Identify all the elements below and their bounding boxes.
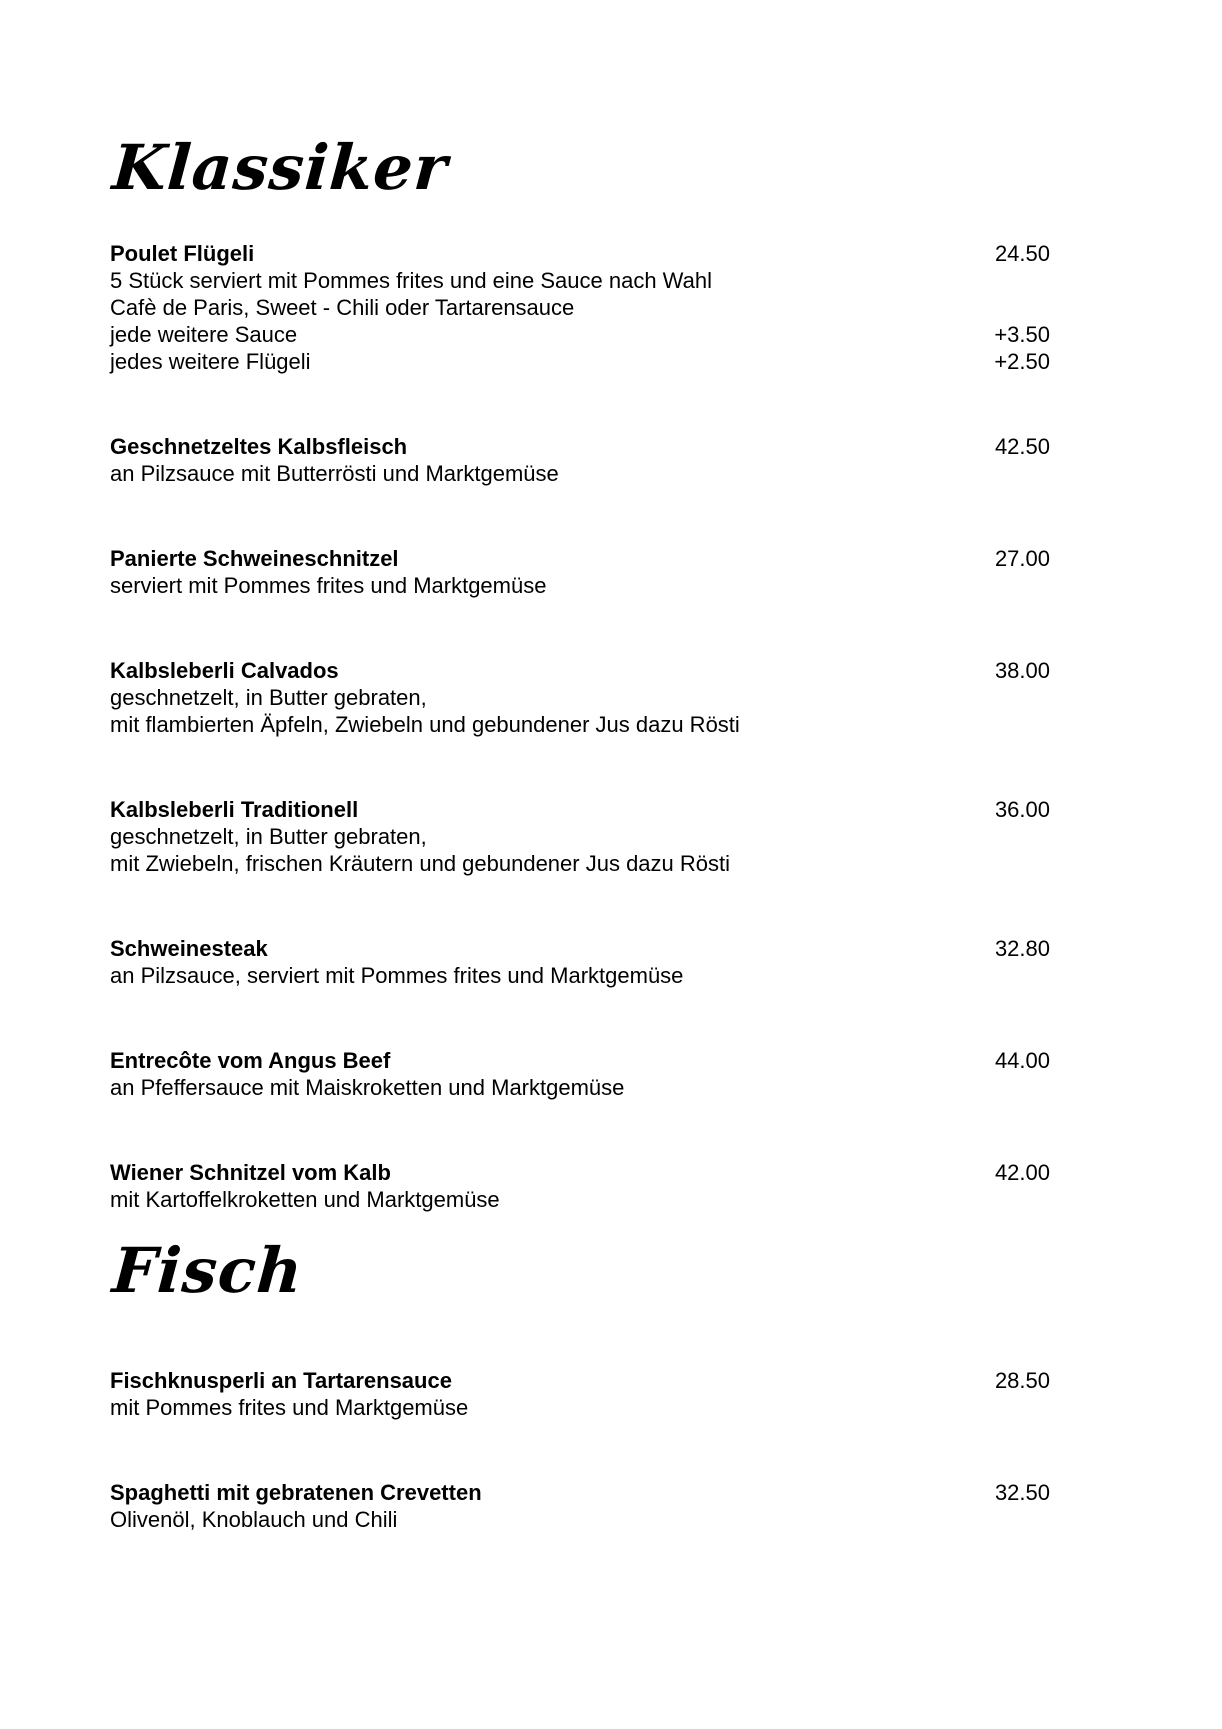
- item-header: [110, 433, 1050, 460]
- item-name: Wiener Schnitzel vom Kalb: [110, 1160, 391, 1185]
- desc-text: an Pfeffersauce mit Maiskroketten und Marktgemüse: [110, 1075, 625, 1100]
- item-desc-line: [110, 850, 1050, 877]
- item-header: [110, 796, 1050, 823]
- desc-text: an Pilzsauce mit Butterrösti und Marktgemüse: [110, 461, 559, 486]
- item-header: [110, 1159, 1050, 1186]
- item-header: [110, 545, 1050, 572]
- item-name: Fischknusperli an Tartarensauce: [110, 1368, 452, 1393]
- item-desc-line: [110, 823, 1050, 850]
- item-desc-line: [110, 294, 1050, 321]
- item-desc-line: [110, 460, 1050, 487]
- item-price: 38.00: [994, 658, 1050, 683]
- item-desc-line: [110, 711, 1050, 738]
- item-desc-line: [110, 684, 1050, 711]
- menu-item-geschnetzeltes-kalbsfleisch: [110, 433, 1050, 487]
- item-desc-line: [110, 321, 1050, 348]
- item-header: [110, 1367, 1050, 1394]
- desc-price: +2.50: [994, 349, 1050, 374]
- item-desc-line: [110, 1506, 1050, 1533]
- desc-text: mit Kartoffelkroketten und Marktgemüse: [110, 1187, 500, 1212]
- desc-price: +3.50: [994, 322, 1050, 347]
- desc-text: jedes weitere Flügeli: [110, 349, 311, 374]
- desc-text: jede weitere Sauce: [110, 322, 298, 347]
- item-name: Schweinesteak: [110, 936, 268, 961]
- item-name: Spaghetti mit gebratenen Crevetten: [110, 1480, 482, 1505]
- item-name: Kalbsleberli Calvados: [110, 658, 339, 683]
- item-header: [110, 240, 1050, 267]
- desc-text: 5 Stück serviert mit Pommes frites und eine Sauce nach Wahl: [110, 268, 712, 293]
- item-header: [110, 935, 1050, 962]
- item-desc-line: [110, 267, 1050, 294]
- menu-item-poulet-fluegeli: [110, 240, 1050, 375]
- desc-text: mit Pommes frites und Marktgemüse: [110, 1395, 469, 1420]
- item-header: [110, 657, 1050, 684]
- item-price: 27.00: [994, 546, 1050, 571]
- section-title-fisch: Fisch: [110, 1234, 306, 1307]
- item-desc-line: [110, 1074, 1050, 1101]
- menu-item-kalbsleberli-traditionell: [110, 796, 1050, 877]
- item-name: Kalbsleberli Traditionell: [110, 797, 359, 822]
- desc-text: serviert mit Pommes frites und Marktgemüse: [110, 573, 547, 598]
- item-desc-line: [110, 572, 1050, 599]
- item-header: [110, 1479, 1050, 1506]
- item-name: Entrecôte vom Angus Beef: [110, 1048, 391, 1073]
- desc-text: Cafè de Paris, Sweet - Chili oder Tartarensauce: [110, 295, 575, 320]
- item-price: 28.50: [994, 1368, 1050, 1393]
- menu-item-entrecote-angus-beef: [110, 1047, 1050, 1101]
- item-price: 24.50: [994, 241, 1050, 266]
- item-desc-line: [110, 962, 1050, 989]
- menu-item-kalbsleberli-calvados: [110, 657, 1050, 738]
- item-name: Poulet Flügeli: [110, 241, 255, 266]
- menu-item-fischknusperli: [110, 1367, 1050, 1421]
- item-desc-line: [110, 1394, 1050, 1421]
- item-desc-line: [110, 1186, 1050, 1213]
- desc-text: an Pilzsauce, serviert mit Pommes frites und Marktgemüse: [110, 963, 684, 988]
- item-price: 32.80: [994, 936, 1050, 961]
- menu-item-panierte-schweineschnitzel: [110, 545, 1050, 599]
- menu-item-wiener-schnitzel: [110, 1159, 1050, 1213]
- desc-text: geschnetzelt, in Butter gebraten,: [110, 685, 427, 710]
- item-desc-line: [110, 348, 1050, 375]
- item-name: Geschnetzeltes Kalbsfleisch: [110, 434, 408, 459]
- item-header: [110, 1047, 1050, 1074]
- section-title-klassiker: Klassiker: [110, 131, 451, 204]
- desc-text: mit flambierten Äpfeln, Zwiebeln und gebundener Jus dazu Rösti: [110, 712, 740, 737]
- desc-text: mit Zwiebeln, frischen Kräutern und gebundener Jus dazu Rösti: [110, 851, 731, 876]
- item-price: 44.00: [994, 1048, 1050, 1073]
- item-price: 42.50: [994, 434, 1050, 459]
- item-price: 32.50: [994, 1480, 1050, 1505]
- desc-text: geschnetzelt, in Butter gebraten,: [110, 824, 427, 849]
- menu-item-schweinesteak: [110, 935, 1050, 989]
- menu-item-spaghetti-crevetten: [110, 1479, 1050, 1533]
- desc-text: Olivenöl, Knoblauch und Chili: [110, 1507, 398, 1532]
- item-price: 42.00: [994, 1160, 1050, 1185]
- item-price: 36.00: [994, 797, 1050, 822]
- item-name: Panierte Schweineschnitzel: [110, 546, 399, 571]
